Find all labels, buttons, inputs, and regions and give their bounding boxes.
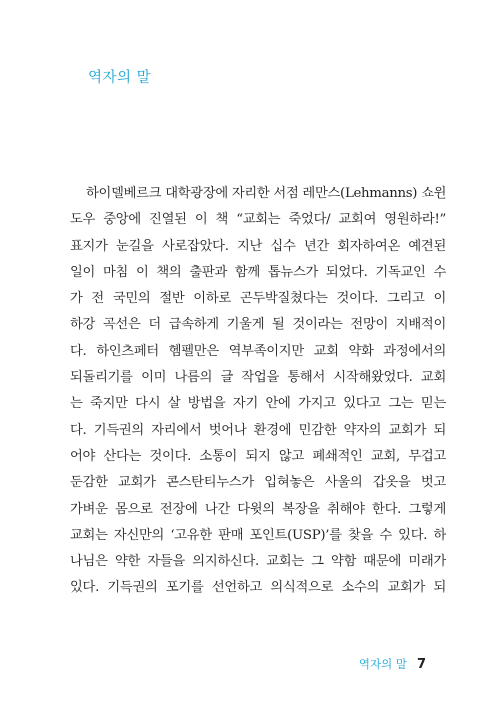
page-number: 7	[416, 657, 426, 672]
body-text	[70, 181, 446, 602]
body-line: 있다. 기득권의 포기를 선언하고 의식적으로 소수의 교회가 되	[70, 580, 446, 596]
body-line: 다. 하인츠페터 헴펠만은 역부족이지만 교회 약화 과정에서의	[70, 343, 446, 359]
body-line: 하강 곡선은 더 급속하게 기울게 될 것이라는 전망이 지배적이	[70, 317, 446, 333]
body-line: 가벼운 몸으로 전장에 나간 다윗의 복장을 취해야 한다. 그렇게	[70, 501, 446, 517]
body-line: 둔감한 교회가 콘스탄티누스가 입혀놓은 사울의 갑옷을 벗고	[70, 475, 446, 491]
body-line: 일이 마침 이 책의 출판과 함께 톱뉴스가 되었다. 기독교인 수	[70, 264, 446, 280]
body-line: 다. 기득권의 자리에서 벗어나 환경에 민감한 약자의 교회가 되	[70, 422, 446, 438]
body-line: 가 전 국민의 절반 이하로 곤두박질쳤다는 것이다. 그리고 이	[70, 291, 446, 307]
body-line: 되돌리기를 이미 나름의 글 작업을 통해서 시작해왔었다. 교회	[70, 370, 446, 386]
body-line: 표지가 눈길을 사로잡았다. 지난 십수 년간 회자하여온 예견된	[70, 238, 446, 254]
body-line: 어야 산다는 것이다. 소통이 되지 않고 폐쇄적인 교회, 무겁고	[70, 448, 446, 464]
body-line: 는 죽지만 다시 살 방법을 자기 안에 가지고 있다고 그는 믿는	[70, 396, 446, 412]
body-line: 도우 중앙에 진열된 이 책 “교회는 죽었다/ 교회여 영원하라!”	[70, 212, 446, 228]
body-line: 하이델베르크 대학광장에 자리한 서점 레만스(Lehmanns) 쇼윈	[86, 186, 446, 201]
body-line: 나님은 약한 자들을 의지하신다. 교회는 그 약함 때문에 미래가	[70, 554, 446, 570]
chapter-title: 역자의 말	[88, 70, 152, 86]
page-footer	[359, 656, 426, 672]
running-title: 역자의 말	[358, 657, 407, 671]
body-line: 교회는 자신만의 ‘고유한 판매 포인트(USP)’를 찾을 수 있다. 하	[70, 527, 446, 543]
